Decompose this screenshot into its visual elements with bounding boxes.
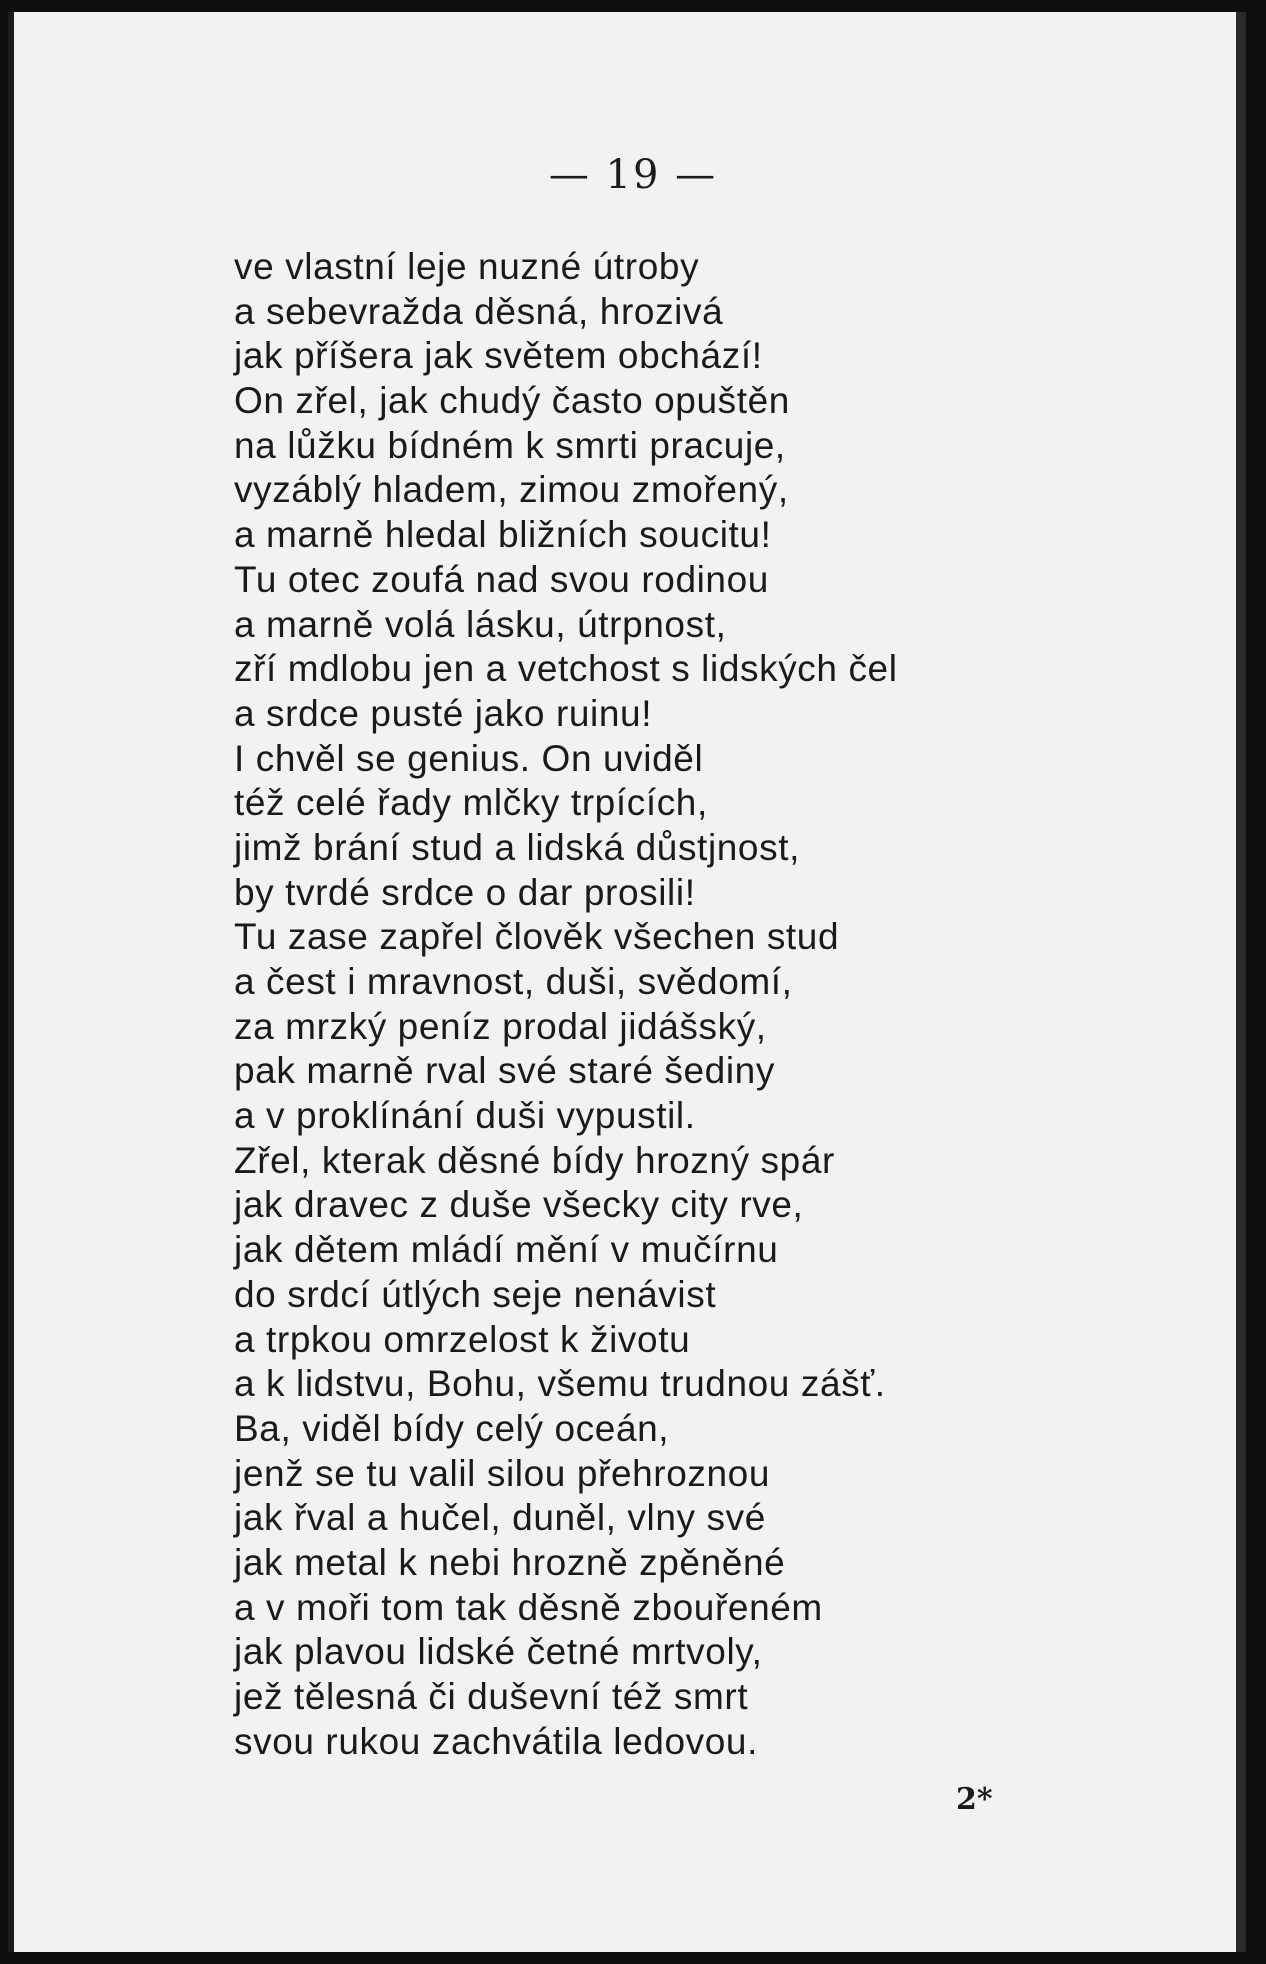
poem-line: a k lidstvu, Bohu, všemu trudnou zášť. xyxy=(234,1363,886,1405)
poem-line: zří mdlobu jen a vetchost s lidských čel xyxy=(234,648,898,690)
poem-line: vyzáblý hladem, zimou zmořený, xyxy=(234,469,789,511)
poem-line: by tvrdé srdce o dar prosili! xyxy=(234,871,696,913)
poem-line: jak plavou lidské četné mrtvoly, xyxy=(234,1631,763,1673)
poem-line: a čest i mravnost, duši, svědomí, xyxy=(234,961,793,1002)
poem-line: jimž brání stud a lidská důstjnost, xyxy=(234,826,800,868)
poem-line: a v moři tom tak děsně zbouřeném xyxy=(234,1586,823,1628)
poem-line: za mrzký peníz prodal jidášský, xyxy=(234,1005,767,1047)
poem-line: jenž se tu valil silou přehroznou xyxy=(234,1452,771,1494)
book-page xyxy=(8,12,1246,1952)
poem-line: na lůžku bídném k smrti pracuje, xyxy=(234,424,786,466)
poem-line: též celé řady mlčky trpících, xyxy=(234,782,708,824)
poem-line: a marně volá lásku, útrpnost, xyxy=(234,603,727,645)
poem-line: jak dětem mládí mění v mučírnu xyxy=(234,1229,779,1271)
poem-line: Zřel, kterak děsné bídy hrozný spár xyxy=(234,1139,835,1181)
poem-line: On zřel, jak chudý často opuštěn xyxy=(234,380,790,422)
poem-line: Tu otec zoufá nad svou rodinou xyxy=(234,558,769,600)
poem-line: Tu zase zapřel člověk všechen stud xyxy=(234,916,840,958)
poem-line: do srdcí útlých seje nenávist xyxy=(234,1273,717,1315)
poem-line: a v proklínání duši vypustil. xyxy=(234,1095,696,1137)
poem-line: jak metal k nebi hrozně zpěněné xyxy=(234,1541,786,1583)
poem-line: I chvěl se genius. On uviděl xyxy=(234,737,704,779)
poem-line: jak dravec z duše všecky city rve, xyxy=(234,1184,804,1226)
poem-line: a sebevražda děsná, hrozivá xyxy=(234,290,724,332)
poem-line: pak marně rval své staré šediny xyxy=(234,1050,775,1092)
poem-line: jež tělesná či duševní též smrt xyxy=(234,1676,749,1717)
poem-line: Ba, viděl bídy celý oceán, xyxy=(234,1407,670,1449)
poem-line: jak příšera jak světem obchází! xyxy=(234,335,763,377)
poem-line: ve vlastní leje nuzné útroby xyxy=(234,246,700,287)
poem-text xyxy=(234,245,1134,1764)
page-number: — 19 — xyxy=(548,152,718,198)
poem-line: svou rukou zachvátila ledovou. xyxy=(234,1720,758,1762)
poem-line: a trpkou omrzelost k životu xyxy=(234,1318,691,1360)
poem-line: jak řval a hučel, duněl, vlny své xyxy=(234,1497,766,1539)
poem-line: a srdce pusté jako ruinu! xyxy=(234,692,653,734)
signature-mark: 2* xyxy=(956,1782,993,1817)
poem-line: a marně hledal bližních soucitu! xyxy=(234,514,772,556)
